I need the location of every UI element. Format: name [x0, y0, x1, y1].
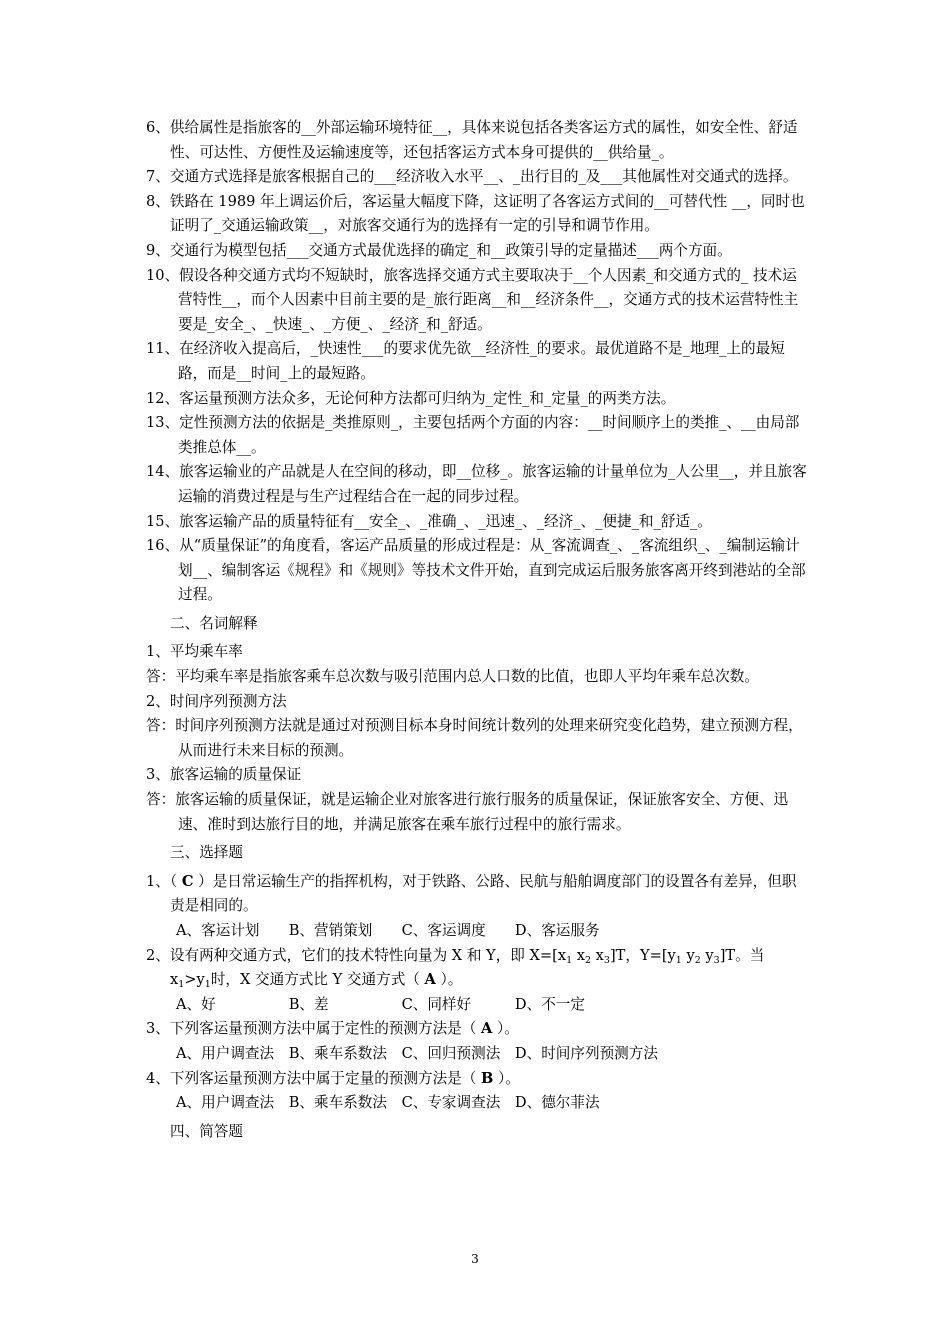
choice-question-2: 2、设有两种交通方式，它们的技术特性向量为 X 和 Y，即 $X=[x_1$ $x_2$ $x_3]T$，$Y=[y_1$ $y_2$ $y_3]T$。当 $x_1>y_1$时，X 交通方式比 Y 交通方式（ A ）。	[146, 946, 765, 991]
choice-question-1: 1、（ C ）是日常运输生产的指挥机构，对于铁路、公路、民航与船舶调度部门的设置各有差异，但职责是相同的。	[146, 872, 797, 915]
choice-question-3: 3、下列客运量预测方法中属于定性的预测方法是（ A ）。	[146, 1020, 519, 1038]
answer-letter: B	[481, 1069, 494, 1087]
choice-question-4: 4、下列客运量预测方法中属于定量的预测方法是（ B ）。	[146, 1069, 520, 1087]
choice-options-2: A、好 B、差 C、同样好 D、不一定	[176, 995, 585, 1013]
choice-options-1: A、客运计划 B、营销策划 C、客运调度 D、客运服务	[176, 922, 600, 939]
answer-letter: A	[424, 971, 436, 989]
section-heading-short-answer: 四、简答题	[170, 1122, 243, 1140]
term-question: 2、时间序列预测方法	[146, 692, 287, 710]
fill-item-7: 7、交通方式选择是旅客根据自己的___经济收入水平__、_出行目的_及___其他属性对交通式的选择。	[146, 168, 798, 186]
fill-item-10: 10、假设各种交通方式均不短缺时，旅客选择交通方式主要取决于__个人因素_和交通方式的_ 技术运营特性__，而个人因素中目前主要的是_旅行距离__和__经济条件__，交通方式的技术运营特性主要是_安全_、_快速_、_方便_、_经济_和_舒适。	[146, 266, 799, 333]
fill-item-13: 13、定性预测方法的依据是_类推原则_，主要包括两个方面的内容：__时间顺序上的类推_、__由局部类推总体__。	[146, 414, 800, 456]
fill-item-11: 11、在经济收入提高后，_快速性___的要求优先欲__经济性_的要求。最优道路不是_地理_上的最短路，而是__时间_上的最短路。	[146, 340, 785, 382]
fill-item-12: 12、客运量预测方法众多，无论何种方法都可归纳为_定性_和_定量_的两类方法。	[146, 389, 676, 407]
term-answer: 答：旅客运输的质量保证，就是运输企业对旅客进行旅行服务的质量保证，保证旅客安全、方便、迅速、准时到达旅行目的地，并满足旅客在乘车旅行过程中的旅行需求。	[146, 791, 789, 833]
fill-item-9: 9、交通行为模型包括___交通方式最优选择的确定_和__政策引导的定量描述___两个方面。	[146, 241, 732, 259]
fill-item-16: 16、从“质量保证”的角度看，客运产品质量的形成过程是：从_客流调查_、_客流组织_、_编制运输计划__、编制客运《规程》和《规则》等技术文件开始，直到完成运后服务旅客离开终到港站的全部过程。	[146, 537, 806, 604]
section-heading-terms: 二、名词解释	[170, 614, 258, 632]
page-number: 3	[471, 1252, 479, 1266]
fill-item-15: 15、旅客运输产品的质量特征有__安全_、_准确_、_迅速_、_经济_、_便捷_和_舒适_。	[146, 512, 712, 530]
fill-item-6: 6、供给属性是指旅客的__外部运输环境特征__，具体来说包括各类客运方式的属性，如安全性、舒适性、可达性、方便性及运输速度等，还包括客运方式本身可提供的__供给量_。	[146, 119, 798, 161]
answer-letter: C	[181, 872, 194, 890]
answer-letter: A	[481, 1020, 493, 1038]
term-answer: 答：时间序列预测方法就是通过对预测目标本身时间统计数列的处理来研究变化趋势，建立预测方程，从而进行未来目标的预测。	[146, 717, 803, 759]
term-question: 3、旅客运输的质量保证	[146, 766, 302, 784]
term-question: 1、平均乘车率	[146, 643, 243, 661]
choice-options-4: A、用户调查法 B、乘车系数法 C、专家调查法 D、德尔菲法	[176, 1094, 600, 1112]
fill-item-14: 14、旅客运输业的产品就是人在空间的移动，即__位移_。旅客运输的计量单位为_人公里__，并且旅客运输的消费过程是与生产过程结合在一起的同步过程。	[146, 463, 807, 505]
fill-item-8: 8、铁路在 1989 年上调运价后，客运量大幅度下降，这证明了各客运方式间的__可替代性 __，同时也证明了_交通运输政策__，对旅客交通行为的选择有一定的引导和调节作用。	[146, 192, 805, 235]
choice-options-3: A、用户调查法 B、乘车系数法 C、回归预测法 D、时间序列预测方法	[176, 1044, 658, 1062]
section-heading-choice: 三、选择题	[170, 844, 243, 862]
term-answer: 答：平均乘车率是指旅客乘车总次数与吸引范围内总人口数的比值，也即人平均年乘车总次数。	[146, 668, 759, 686]
document-body	[146, 116, 810, 1148]
